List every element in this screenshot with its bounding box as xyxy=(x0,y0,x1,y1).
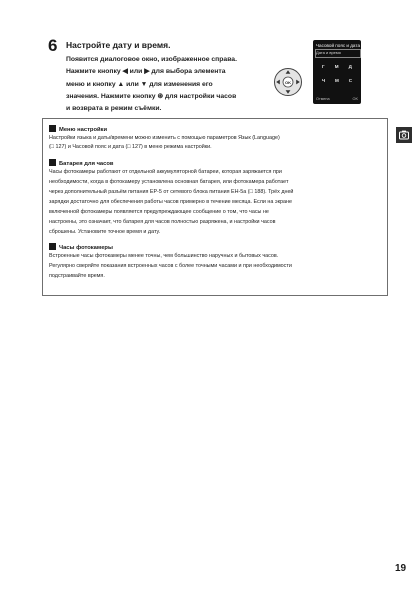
note-line: через дополнительный разъём питания EP-5 от сетевого блока питания EH-5a (□ 188). Трёх дней xyxy=(49,189,294,195)
instruction-line: значения. Нажмите кнопку ⊛ для настройки часов xyxy=(66,92,237,100)
camera-chapter-icon xyxy=(396,127,412,143)
step-title: Настройте дату и время. xyxy=(66,40,171,50)
note-line: Часы фотокамеры работают от отдельной аккумуляторной батареи, которая заряжается при xyxy=(49,169,282,175)
note-line: (□ 127) и Часовой пояс и дата (□ 127) в меню режима настройки. xyxy=(49,144,212,150)
multi-selector-icon xyxy=(273,67,303,97)
note-marker-icon xyxy=(49,159,56,166)
chapter-tab xyxy=(396,127,412,143)
note-line: Настройки языка и даты/времени можно изменить с помощью параметров Язык (Language) xyxy=(49,135,280,141)
note-marker-icon xyxy=(49,125,56,132)
camera-screen xyxy=(313,40,361,104)
note-heading-text: Батарея для часов xyxy=(59,161,114,167)
screen-value: М xyxy=(335,78,339,83)
screen-footer xyxy=(316,97,358,101)
screen-value: М xyxy=(334,64,339,69)
note-line: настроены, это означает, что батарея для часов полностью разряжена, и настройки часов xyxy=(49,219,276,225)
note-line: подстраивайте время. xyxy=(49,273,105,279)
screen-ok-label: OK xyxy=(352,97,358,101)
note-line: Встроенные часы фотокамеры менее точны, чем большинство наручных и бытовых часов. xyxy=(49,253,279,259)
notes-box xyxy=(42,118,388,296)
screen-date-row xyxy=(317,64,357,69)
instruction-line: и возврата в режим съёмки. xyxy=(66,105,162,113)
page-number: 19 xyxy=(395,563,407,574)
note-line: необходимости, когда в фотокамеру установлена основная батарея, или фотокамера работает xyxy=(49,179,289,185)
note-line: Регулярно сверяйте показания встроенных часов с более точными часами и при необходимости xyxy=(49,263,292,269)
instruction-line: меню и кнопку ▲ или ▼ для изменения его xyxy=(66,80,213,88)
screen-value: Г xyxy=(322,64,325,69)
svg-text:OK: OK xyxy=(285,79,291,85)
screen-title: Часовой пояс и дата xyxy=(316,43,360,48)
instruction-line: Появится диалоговое окно, изображенное справа. xyxy=(66,56,237,63)
instruction-line: Нажмите кнопку ◀ или ▶ для выбора элемента xyxy=(66,68,226,76)
note-heading xyxy=(49,159,114,167)
note-heading xyxy=(49,243,113,251)
screen-value: Ч xyxy=(321,78,326,83)
note-marker-icon xyxy=(49,243,56,250)
note-heading-text: Часы фотокамеры xyxy=(59,245,113,251)
screen-value: Д xyxy=(348,64,352,69)
note-line: включенной фотокамеры появляется предупреждающее сообщение о том, что часы не xyxy=(49,209,269,215)
note-heading xyxy=(49,125,107,133)
screen-time-row xyxy=(317,78,357,83)
note-heading-text: Меню настройки xyxy=(59,127,108,133)
step-number: 6 xyxy=(48,36,58,55)
screen-value: С xyxy=(348,78,353,83)
screen-cancel-label: Отмена xyxy=(316,97,330,101)
note-line: сброшены. Установите точное время и дату. xyxy=(49,229,161,235)
note-line: зарядки достаточно для обеспечения работы часов примерно в течение месяца. Если на экране xyxy=(49,199,292,205)
step-instructions xyxy=(66,54,272,115)
screen-subtitle: Дата и время xyxy=(316,50,341,55)
